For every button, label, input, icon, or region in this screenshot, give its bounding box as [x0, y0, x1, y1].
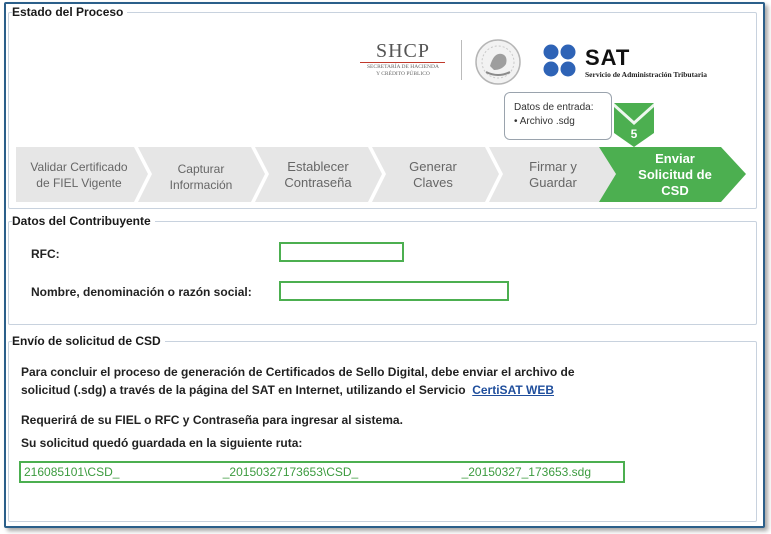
step-6-line2: Solicitud de — [638, 166, 712, 182]
step-5-line2: Guardar — [529, 174, 577, 190]
instructions-line1: Para concluir el proceso de generación de Certificados de Sello Digital, debe enviar el archivo de — [21, 365, 575, 379]
shcp-logo-subtitle — [358, 64, 448, 78]
rfc-field[interactable] — [279, 242, 404, 262]
step-capturar-informacion — [142, 147, 260, 202]
shcp-logo-rule — [360, 62, 445, 63]
process-status-title: Estado del Proceso — [12, 5, 127, 19]
callout-item: • Archivo .sdg — [514, 116, 575, 127]
process-steps — [16, 147, 746, 202]
step-3-line1: Establecer — [287, 158, 349, 174]
logo-divider — [461, 40, 462, 80]
coat-of-arms-icon — [472, 38, 524, 86]
saved-path-label: Su solicitud quedó guardada en la siguiente ruta: — [21, 436, 303, 450]
step-generar-claves — [378, 147, 488, 202]
shcp-logo-text: SHCP — [375, 40, 431, 62]
shcp-sub-line1: SECRETARÍA DE HACIENDA — [367, 64, 439, 70]
step-4-line2: Claves — [413, 174, 453, 190]
instructions-line2-text: solicitud (.sdg) a través de la página del SAT en Internet, utilizando el Servicio — [21, 383, 466, 397]
step-3-line2: Contraseña — [284, 174, 352, 190]
csd-request-title: Envío de solicitud de CSD — [12, 334, 165, 348]
instructions-line2 — [21, 381, 641, 399]
step-6-line3: CSD — [661, 182, 689, 198]
taxpayer-title: Datos del Contribuyente — [12, 214, 155, 228]
step-2-line1: Capturar — [177, 161, 225, 176]
step-6-line1: Enviar — [655, 150, 695, 166]
step-4-line1: Generar — [409, 158, 457, 174]
rfc-label: RFC: — [31, 247, 60, 261]
step-1-line1: Validar Certificado — [30, 159, 128, 174]
step-5-line1: Firmar y — [529, 158, 577, 174]
step-enviar-solicitud — [614, 147, 736, 202]
step-establecer-contrasena — [262, 147, 374, 202]
name-label: Nombre, denominación o razón social: — [31, 285, 252, 299]
step-firmar-guardar — [494, 147, 612, 202]
step-1-line2: de FIEL Vigente — [36, 175, 122, 190]
step-2-line2: Información — [169, 177, 233, 192]
callout-title: Datos de entrada: — [514, 102, 594, 113]
saved-path-field[interactable]: 216085101\CSD_ _20150327173653\CSD_ _20150327_173653.sdg — [19, 461, 625, 483]
requirement-text: Requerirá de su FIEL o RFC y Contraseña para ingresar al sistema. — [21, 413, 403, 427]
input-data-callout — [504, 92, 612, 140]
name-field[interactable] — [279, 281, 509, 301]
sat-logo-subtitle: Servicio de Administración Tributaria — [585, 70, 708, 79]
instructions-paragraph — [21, 363, 641, 399]
step-number: 5 — [630, 127, 638, 141]
step-number-badge — [611, 103, 657, 147]
shcp-sub-line2: Y CRÉDITO PÚBLICO — [376, 71, 430, 77]
sat-logo-text: SAT — [585, 45, 631, 70]
step-validar-certificado — [16, 147, 142, 202]
certisat-web-link[interactable]: CertiSAT WEB — [472, 383, 554, 397]
taxpayer-section — [8, 221, 757, 325]
